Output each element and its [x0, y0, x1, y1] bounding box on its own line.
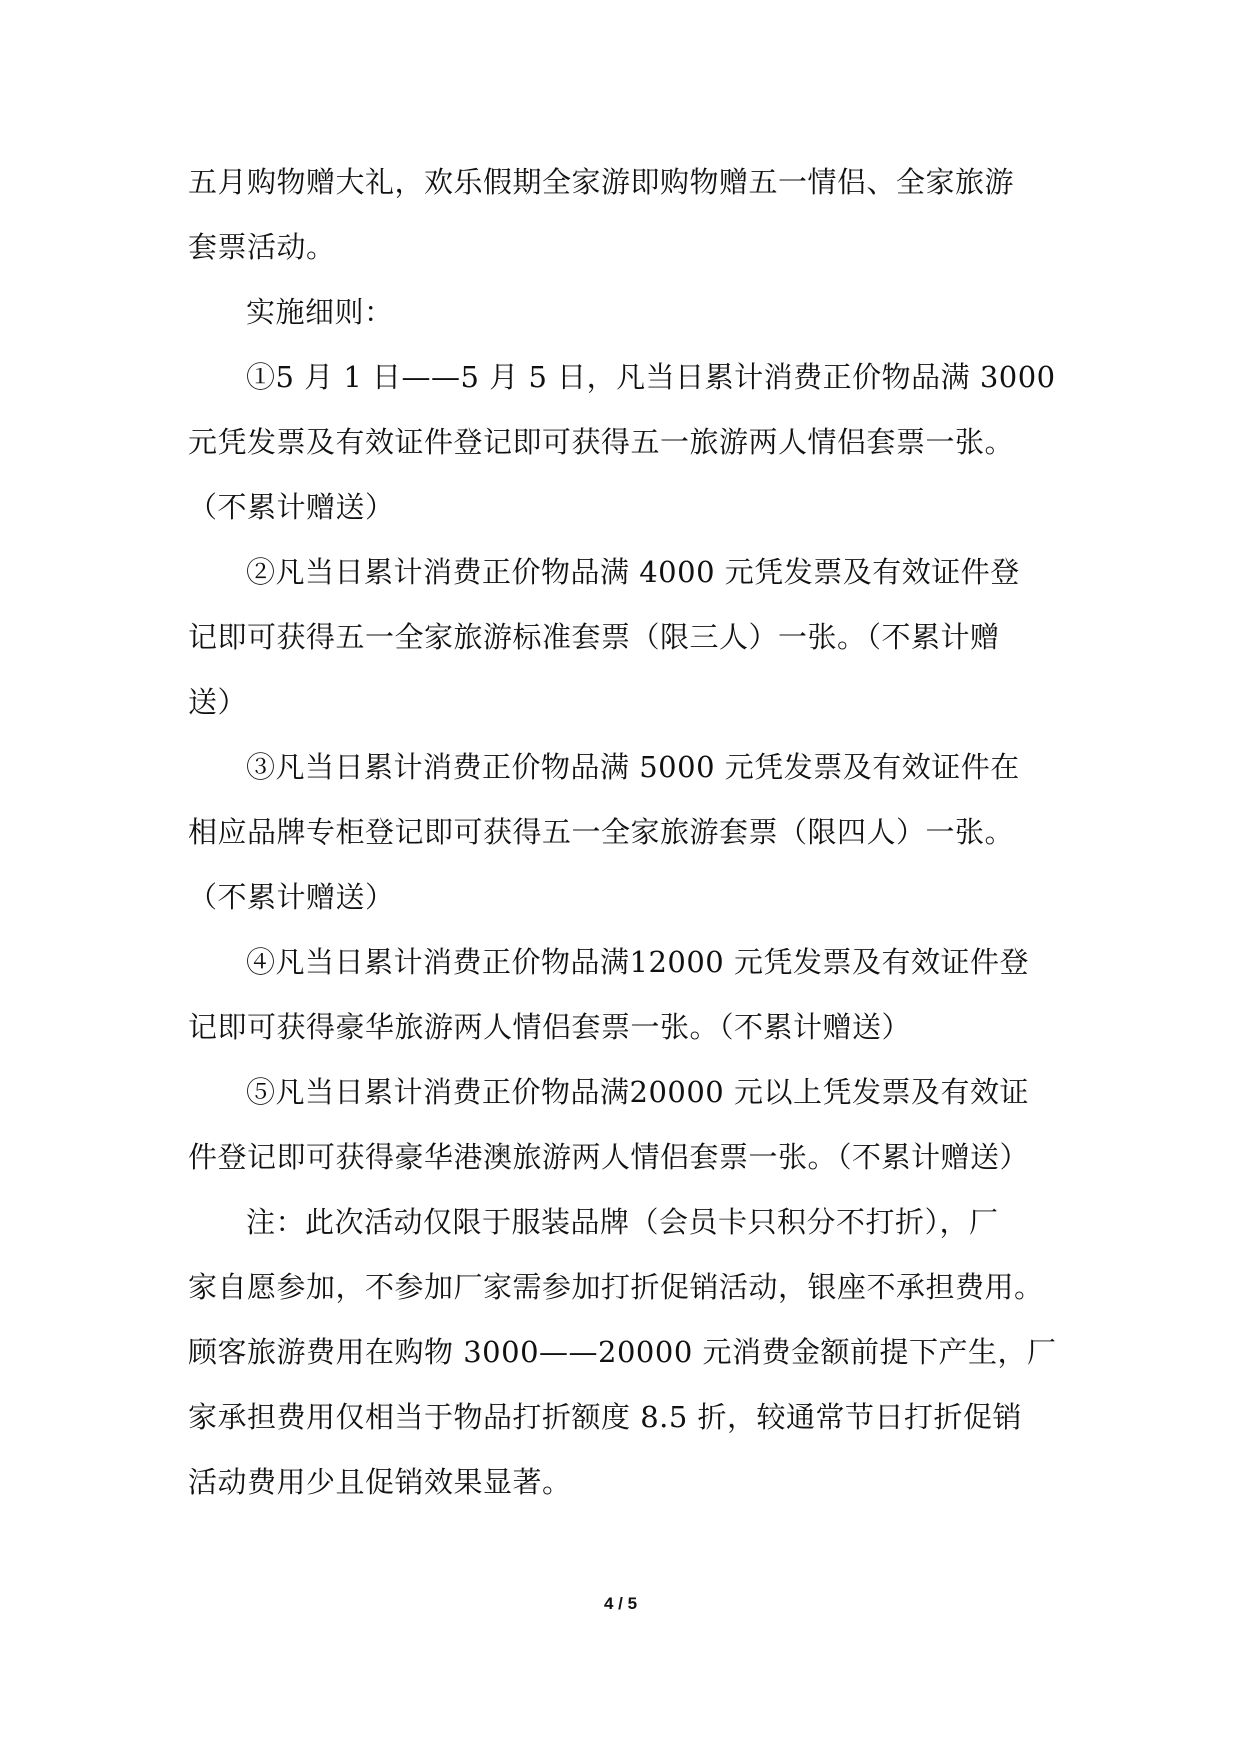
text-line: 送） — [188, 685, 248, 719]
text-line: ③凡当日累计消费正价物品满 5000 元凭发票及有效证件在 — [246, 750, 1020, 784]
text-line: 记即可获得五一全家旅游标准套票（限三人）一张。（不累计赠 — [188, 620, 1000, 654]
document-body — [188, 150, 1058, 1515]
text-line: 件登记即可获得豪华港澳旅游两人情侣套票一张。（不累计赠送） — [188, 1140, 1030, 1174]
page-number: 4 / 5 — [603, 1594, 638, 1613]
text-line: （不累计赠送） — [188, 490, 395, 524]
text-line: 活动费用少且促销效果显著。 — [188, 1465, 572, 1499]
text-line: 套票活动。 — [188, 230, 336, 264]
text-line: ①5 月 1 日——5 月 5 日，凡当日累计消费正价物品满 3000 — [246, 360, 1056, 394]
text-line: 实施细则： — [246, 295, 394, 329]
text-line: 注：此次活动仅限于服装品牌（会员卡只积分不打折），厂 — [246, 1205, 999, 1239]
text-line: 顾客旅游费用在购物 3000——20000 元消费金额前提下产生，厂 — [188, 1335, 1057, 1369]
text-line: ④凡当日累计消费正价物品满12000 元凭发票及有效证件登 — [246, 945, 1029, 979]
text-line: ②凡当日累计消费正价物品满 4000 元凭发票及有效证件登 — [246, 555, 1020, 589]
text-line: 相应品牌专柜登记即可获得五一全家旅游套票（限四人）一张。 — [188, 815, 1015, 849]
text-line: （不累计赠送） — [188, 880, 395, 914]
text-line: 家自愿参加，不参加厂家需参加打折促销活动，银座不承担费用。 — [188, 1270, 1044, 1304]
text-line: 元凭发票及有效证件登记即可获得五一旅游两人情侣套票一张。 — [188, 425, 1015, 459]
text-line: 家承担费用仅相当于物品打折额度 8.5 折，较通常节日打折促销 — [188, 1400, 1023, 1434]
text-line: 记即可获得豪华旅游两人情侣套票一张。（不累计赠送） — [188, 1010, 912, 1044]
text-line: 五月购物赠大礼，欢乐假期全家游即购物赠五一情侣、全家旅游 — [188, 165, 1015, 199]
text-line: ⑤凡当日累计消费正价物品满20000 元以上凭发票及有效证 — [246, 1075, 1029, 1109]
